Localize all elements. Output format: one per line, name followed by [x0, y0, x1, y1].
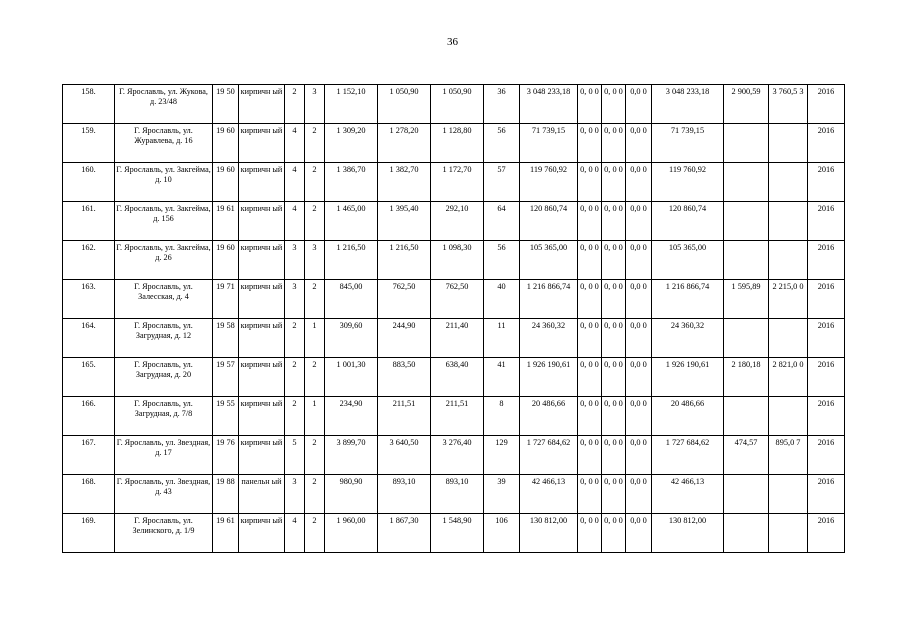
- cell-address: Г. Ярославль, ул. Зелинского, д. 1/9: [115, 514, 213, 553]
- cell-count: 57: [484, 163, 520, 202]
- cell-entrances: 2: [305, 514, 325, 553]
- cell-floors: 4: [285, 514, 305, 553]
- cell-floors: 2: [285, 397, 305, 436]
- cell-total: 130 812,00: [652, 514, 724, 553]
- cell-share2: 0, 0 0: [602, 241, 626, 280]
- cell-cost: 20 486,66: [520, 397, 578, 436]
- cell-share2: 0, 0 0: [602, 163, 626, 202]
- cell-count: 8: [484, 397, 520, 436]
- cell-extra2: [769, 514, 808, 553]
- cell-area1: 1 465,00: [325, 202, 378, 241]
- table-row: [63, 436, 845, 475]
- cell-share2: 0, 0 0: [602, 280, 626, 319]
- cell-count: 40: [484, 280, 520, 319]
- cell-total: 24 360,32: [652, 319, 724, 358]
- cell-material: кирпичн ый: [239, 85, 285, 124]
- cell-share2: 0, 0 0: [602, 85, 626, 124]
- table-row: [63, 280, 845, 319]
- cell-count: 39: [484, 475, 520, 514]
- cell-area2: 1 382,70: [378, 163, 431, 202]
- cell-total: 20 486,66: [652, 397, 724, 436]
- cell-cost: 71 739,15: [520, 124, 578, 163]
- cell-num: 164.: [63, 319, 115, 358]
- cell-cost: 42 466,13: [520, 475, 578, 514]
- cell-share3: 0,0 0: [626, 202, 652, 241]
- cell-extra1: 2 180,18: [724, 358, 769, 397]
- cell-cost: 1 216 866,74: [520, 280, 578, 319]
- cell-endyear: 2016: [808, 241, 845, 280]
- cell-year: 19 71: [213, 280, 239, 319]
- cell-extra2: 2 821,0 0: [769, 358, 808, 397]
- cell-share3: 0,0 0: [626, 436, 652, 475]
- cell-address: Г. Ярославль, ул. Загрудная, д. 20: [115, 358, 213, 397]
- cell-extra1: [724, 319, 769, 358]
- cell-total: 105 365,00: [652, 241, 724, 280]
- cell-material: кирпичн ый: [239, 124, 285, 163]
- cell-extra2: [769, 163, 808, 202]
- cell-share3: 0,0 0: [626, 163, 652, 202]
- cell-material: панельн ый: [239, 475, 285, 514]
- cell-share2: 0, 0 0: [602, 514, 626, 553]
- cell-year: 19 58: [213, 319, 239, 358]
- cell-area1: 1 216,50: [325, 241, 378, 280]
- cell-share2: 0, 0 0: [602, 202, 626, 241]
- table-row: [63, 319, 845, 358]
- cell-extra1: 2 900,59: [724, 85, 769, 124]
- cell-extra1: [724, 163, 769, 202]
- cell-num: 165.: [63, 358, 115, 397]
- cell-total: 119 760,92: [652, 163, 724, 202]
- cell-cost: 1 926 190,61: [520, 358, 578, 397]
- cell-share1: 0, 0 0: [578, 397, 602, 436]
- table-row: [63, 124, 845, 163]
- cell-count: 56: [484, 124, 520, 163]
- cell-floors: 4: [285, 124, 305, 163]
- cell-entrances: 1: [305, 319, 325, 358]
- cell-share1: 0, 0 0: [578, 319, 602, 358]
- cell-share3: 0,0 0: [626, 280, 652, 319]
- cell-extra1: [724, 514, 769, 553]
- cell-extra2: [769, 397, 808, 436]
- cell-count: 129: [484, 436, 520, 475]
- cell-num: 160.: [63, 163, 115, 202]
- cell-floors: 2: [285, 319, 305, 358]
- cell-count: 56: [484, 241, 520, 280]
- cell-count: 64: [484, 202, 520, 241]
- cell-area3: 211,40: [431, 319, 484, 358]
- cell-cost: 130 812,00: [520, 514, 578, 553]
- cell-area1: 1 001,30: [325, 358, 378, 397]
- cell-share1: 0, 0 0: [578, 202, 602, 241]
- cell-area2: 762,50: [378, 280, 431, 319]
- cell-area3: 762,50: [431, 280, 484, 319]
- cell-share2: 0, 0 0: [602, 475, 626, 514]
- cell-area1: 309,60: [325, 319, 378, 358]
- cell-endyear: 2016: [808, 124, 845, 163]
- cell-year: 19 60: [213, 124, 239, 163]
- cell-share1: 0, 0 0: [578, 280, 602, 319]
- cell-area2: 3 640,50: [378, 436, 431, 475]
- cell-material: кирпичн ый: [239, 241, 285, 280]
- cell-share3: 0,0 0: [626, 241, 652, 280]
- cell-address: Г. Ярославль, ул. Звездная, д. 43: [115, 475, 213, 514]
- cell-year: 19 61: [213, 514, 239, 553]
- cell-year: 19 61: [213, 202, 239, 241]
- cell-area2: 883,50: [378, 358, 431, 397]
- cell-endyear: 2016: [808, 436, 845, 475]
- cell-total: 71 739,15: [652, 124, 724, 163]
- cell-entrances: 2: [305, 436, 325, 475]
- cell-area1: 3 899,70: [325, 436, 378, 475]
- cell-area2: 893,10: [378, 475, 431, 514]
- cell-count: 41: [484, 358, 520, 397]
- cell-share3: 0,0 0: [626, 397, 652, 436]
- cell-endyear: 2016: [808, 163, 845, 202]
- cell-material: кирпичн ый: [239, 514, 285, 553]
- table-row: [63, 475, 845, 514]
- cell-address: Г. Ярославль, ул. Закгейма, д. 156: [115, 202, 213, 241]
- page-number: 36: [447, 36, 458, 48]
- cell-total: 1 216 866,74: [652, 280, 724, 319]
- registry-table-wrapper: [62, 84, 844, 553]
- cell-count: 36: [484, 85, 520, 124]
- cell-year: 19 55: [213, 397, 239, 436]
- cell-area3: 638,40: [431, 358, 484, 397]
- cell-entrances: 2: [305, 358, 325, 397]
- cell-area3: 1 098,30: [431, 241, 484, 280]
- cell-extra1: [724, 475, 769, 514]
- cell-area1: 1 309,20: [325, 124, 378, 163]
- cell-extra1: 474,57: [724, 436, 769, 475]
- table-row: [63, 202, 845, 241]
- cell-total: 1 926 190,61: [652, 358, 724, 397]
- cell-extra2: 3 760,5 3: [769, 85, 808, 124]
- cell-floors: 5: [285, 436, 305, 475]
- cell-share1: 0, 0 0: [578, 241, 602, 280]
- cell-count: 11: [484, 319, 520, 358]
- cell-endyear: 2016: [808, 319, 845, 358]
- registry-table-body: [63, 85, 845, 553]
- cell-cost: 120 860,74: [520, 202, 578, 241]
- cell-share3: 0,0 0: [626, 358, 652, 397]
- cell-share1: 0, 0 0: [578, 475, 602, 514]
- cell-endyear: 2016: [808, 85, 845, 124]
- cell-area2: 1 278,20: [378, 124, 431, 163]
- cell-area3: 1 128,80: [431, 124, 484, 163]
- cell-extra1: 1 595,89: [724, 280, 769, 319]
- table-row: [63, 85, 845, 124]
- cell-cost: 1 727 684,62: [520, 436, 578, 475]
- cell-share3: 0,0 0: [626, 85, 652, 124]
- cell-cost: 119 760,92: [520, 163, 578, 202]
- cell-total: 1 727 684,62: [652, 436, 724, 475]
- cell-endyear: 2016: [808, 475, 845, 514]
- cell-share2: 0, 0 0: [602, 319, 626, 358]
- cell-cost: 3 048 233,18: [520, 85, 578, 124]
- cell-num: 162.: [63, 241, 115, 280]
- cell-extra2: [769, 319, 808, 358]
- cell-entrances: 3: [305, 85, 325, 124]
- cell-entrances: 2: [305, 475, 325, 514]
- cell-area1: 980,90: [325, 475, 378, 514]
- cell-num: 167.: [63, 436, 115, 475]
- table-row: [63, 163, 845, 202]
- cell-floors: 4: [285, 202, 305, 241]
- cell-extra2: [769, 475, 808, 514]
- table-row: [63, 241, 845, 280]
- cell-material: кирпичн ый: [239, 319, 285, 358]
- cell-material: кирпичн ый: [239, 436, 285, 475]
- cell-year: 19 57: [213, 358, 239, 397]
- cell-entrances: 2: [305, 163, 325, 202]
- table-row: [63, 397, 845, 436]
- cell-area1: 1 152,10: [325, 85, 378, 124]
- cell-total: 42 466,13: [652, 475, 724, 514]
- cell-area3: 1 548,90: [431, 514, 484, 553]
- cell-material: кирпичн ый: [239, 163, 285, 202]
- cell-year: 19 76: [213, 436, 239, 475]
- cell-endyear: 2016: [808, 397, 845, 436]
- cell-num: 163.: [63, 280, 115, 319]
- cell-material: кирпичн ый: [239, 280, 285, 319]
- cell-area2: 1 050,90: [378, 85, 431, 124]
- cell-floors: 2: [285, 358, 305, 397]
- cell-total: 120 860,74: [652, 202, 724, 241]
- cell-area2: 1 216,50: [378, 241, 431, 280]
- cell-extra1: [724, 397, 769, 436]
- cell-address: Г. Ярославль, ул. Закгеймa, д. 10: [115, 163, 213, 202]
- cell-address: Г. Ярославль, ул. Журавлева, д. 16: [115, 124, 213, 163]
- cell-area3: 292,10: [431, 202, 484, 241]
- cell-year: 19 60: [213, 241, 239, 280]
- cell-entrances: 3: [305, 241, 325, 280]
- cell-material: кирпичн ый: [239, 397, 285, 436]
- registry-table: [62, 84, 845, 553]
- cell-extra2: [769, 124, 808, 163]
- cell-entrances: 2: [305, 202, 325, 241]
- cell-address: Г. Ярославль, ул. Загрудная, д. 7/8: [115, 397, 213, 436]
- cell-share3: 0,0 0: [626, 514, 652, 553]
- cell-share3: 0,0 0: [626, 319, 652, 358]
- cell-extra1: [724, 241, 769, 280]
- cell-total: 3 048 233,18: [652, 85, 724, 124]
- cell-share1: 0, 0 0: [578, 436, 602, 475]
- table-row: [63, 514, 845, 553]
- cell-num: 166.: [63, 397, 115, 436]
- cell-floors: 3: [285, 475, 305, 514]
- cell-cost: 24 360,32: [520, 319, 578, 358]
- cell-address: Г. Ярославль, ул. Залесская, д. 4: [115, 280, 213, 319]
- cell-share2: 0, 0 0: [602, 397, 626, 436]
- cell-area2: 1 867,30: [378, 514, 431, 553]
- cell-area3: 211,51: [431, 397, 484, 436]
- cell-extra2: 895,0 7: [769, 436, 808, 475]
- cell-share3: 0,0 0: [626, 124, 652, 163]
- cell-area2: 211,51: [378, 397, 431, 436]
- cell-cost: 105 365,00: [520, 241, 578, 280]
- cell-endyear: 2016: [808, 358, 845, 397]
- cell-share2: 0, 0 0: [602, 358, 626, 397]
- cell-area1: 1 386,70: [325, 163, 378, 202]
- cell-floors: 3: [285, 241, 305, 280]
- cell-extra2: 2 215,0 0: [769, 280, 808, 319]
- cell-extra2: [769, 202, 808, 241]
- cell-address: Г. Ярославль, ул. Жукова, д. 23/48: [115, 85, 213, 124]
- cell-num: 159.: [63, 124, 115, 163]
- cell-count: 106: [484, 514, 520, 553]
- cell-share1: 0, 0 0: [578, 514, 602, 553]
- cell-share3: 0,0 0: [626, 475, 652, 514]
- cell-year: 19 50: [213, 85, 239, 124]
- cell-address: Г. Ярославль, ул. Загрудная, д. 12: [115, 319, 213, 358]
- cell-extra1: [724, 124, 769, 163]
- cell-area2: 244,90: [378, 319, 431, 358]
- cell-share1: 0, 0 0: [578, 124, 602, 163]
- cell-share2: 0, 0 0: [602, 124, 626, 163]
- cell-num: 161.: [63, 202, 115, 241]
- cell-area1: 845,00: [325, 280, 378, 319]
- cell-endyear: 2016: [808, 514, 845, 553]
- cell-endyear: 2016: [808, 280, 845, 319]
- cell-material: кирпичн ый: [239, 202, 285, 241]
- cell-area3: 3 276,40: [431, 436, 484, 475]
- cell-area2: 1 395,40: [378, 202, 431, 241]
- cell-year: 19 88: [213, 475, 239, 514]
- cell-entrances: 1: [305, 397, 325, 436]
- cell-area3: 1 050,90: [431, 85, 484, 124]
- cell-area3: 1 172,70: [431, 163, 484, 202]
- cell-share1: 0, 0 0: [578, 163, 602, 202]
- cell-address: Г. Ярославль, ул. Закгейма, д. 26: [115, 241, 213, 280]
- cell-floors: 3: [285, 280, 305, 319]
- cell-floors: 2: [285, 85, 305, 124]
- cell-area3: 893,10: [431, 475, 484, 514]
- cell-share1: 0, 0 0: [578, 358, 602, 397]
- cell-num: 168.: [63, 475, 115, 514]
- cell-year: 19 60: [213, 163, 239, 202]
- cell-address: Г. Ярославль, ул. Звездная, д. 17: [115, 436, 213, 475]
- cell-extra1: [724, 202, 769, 241]
- cell-share2: 0, 0 0: [602, 436, 626, 475]
- cell-num: 169.: [63, 514, 115, 553]
- cell-num: 158.: [63, 85, 115, 124]
- cell-area1: 1 960,00: [325, 514, 378, 553]
- table-row: [63, 358, 845, 397]
- cell-floors: 4: [285, 163, 305, 202]
- cell-area1: 234,90: [325, 397, 378, 436]
- cell-entrances: 2: [305, 124, 325, 163]
- cell-material: кирпичн ый: [239, 358, 285, 397]
- cell-extra2: [769, 241, 808, 280]
- cell-endyear: 2016: [808, 202, 845, 241]
- cell-entrances: 2: [305, 280, 325, 319]
- cell-share1: 0, 0 0: [578, 85, 602, 124]
